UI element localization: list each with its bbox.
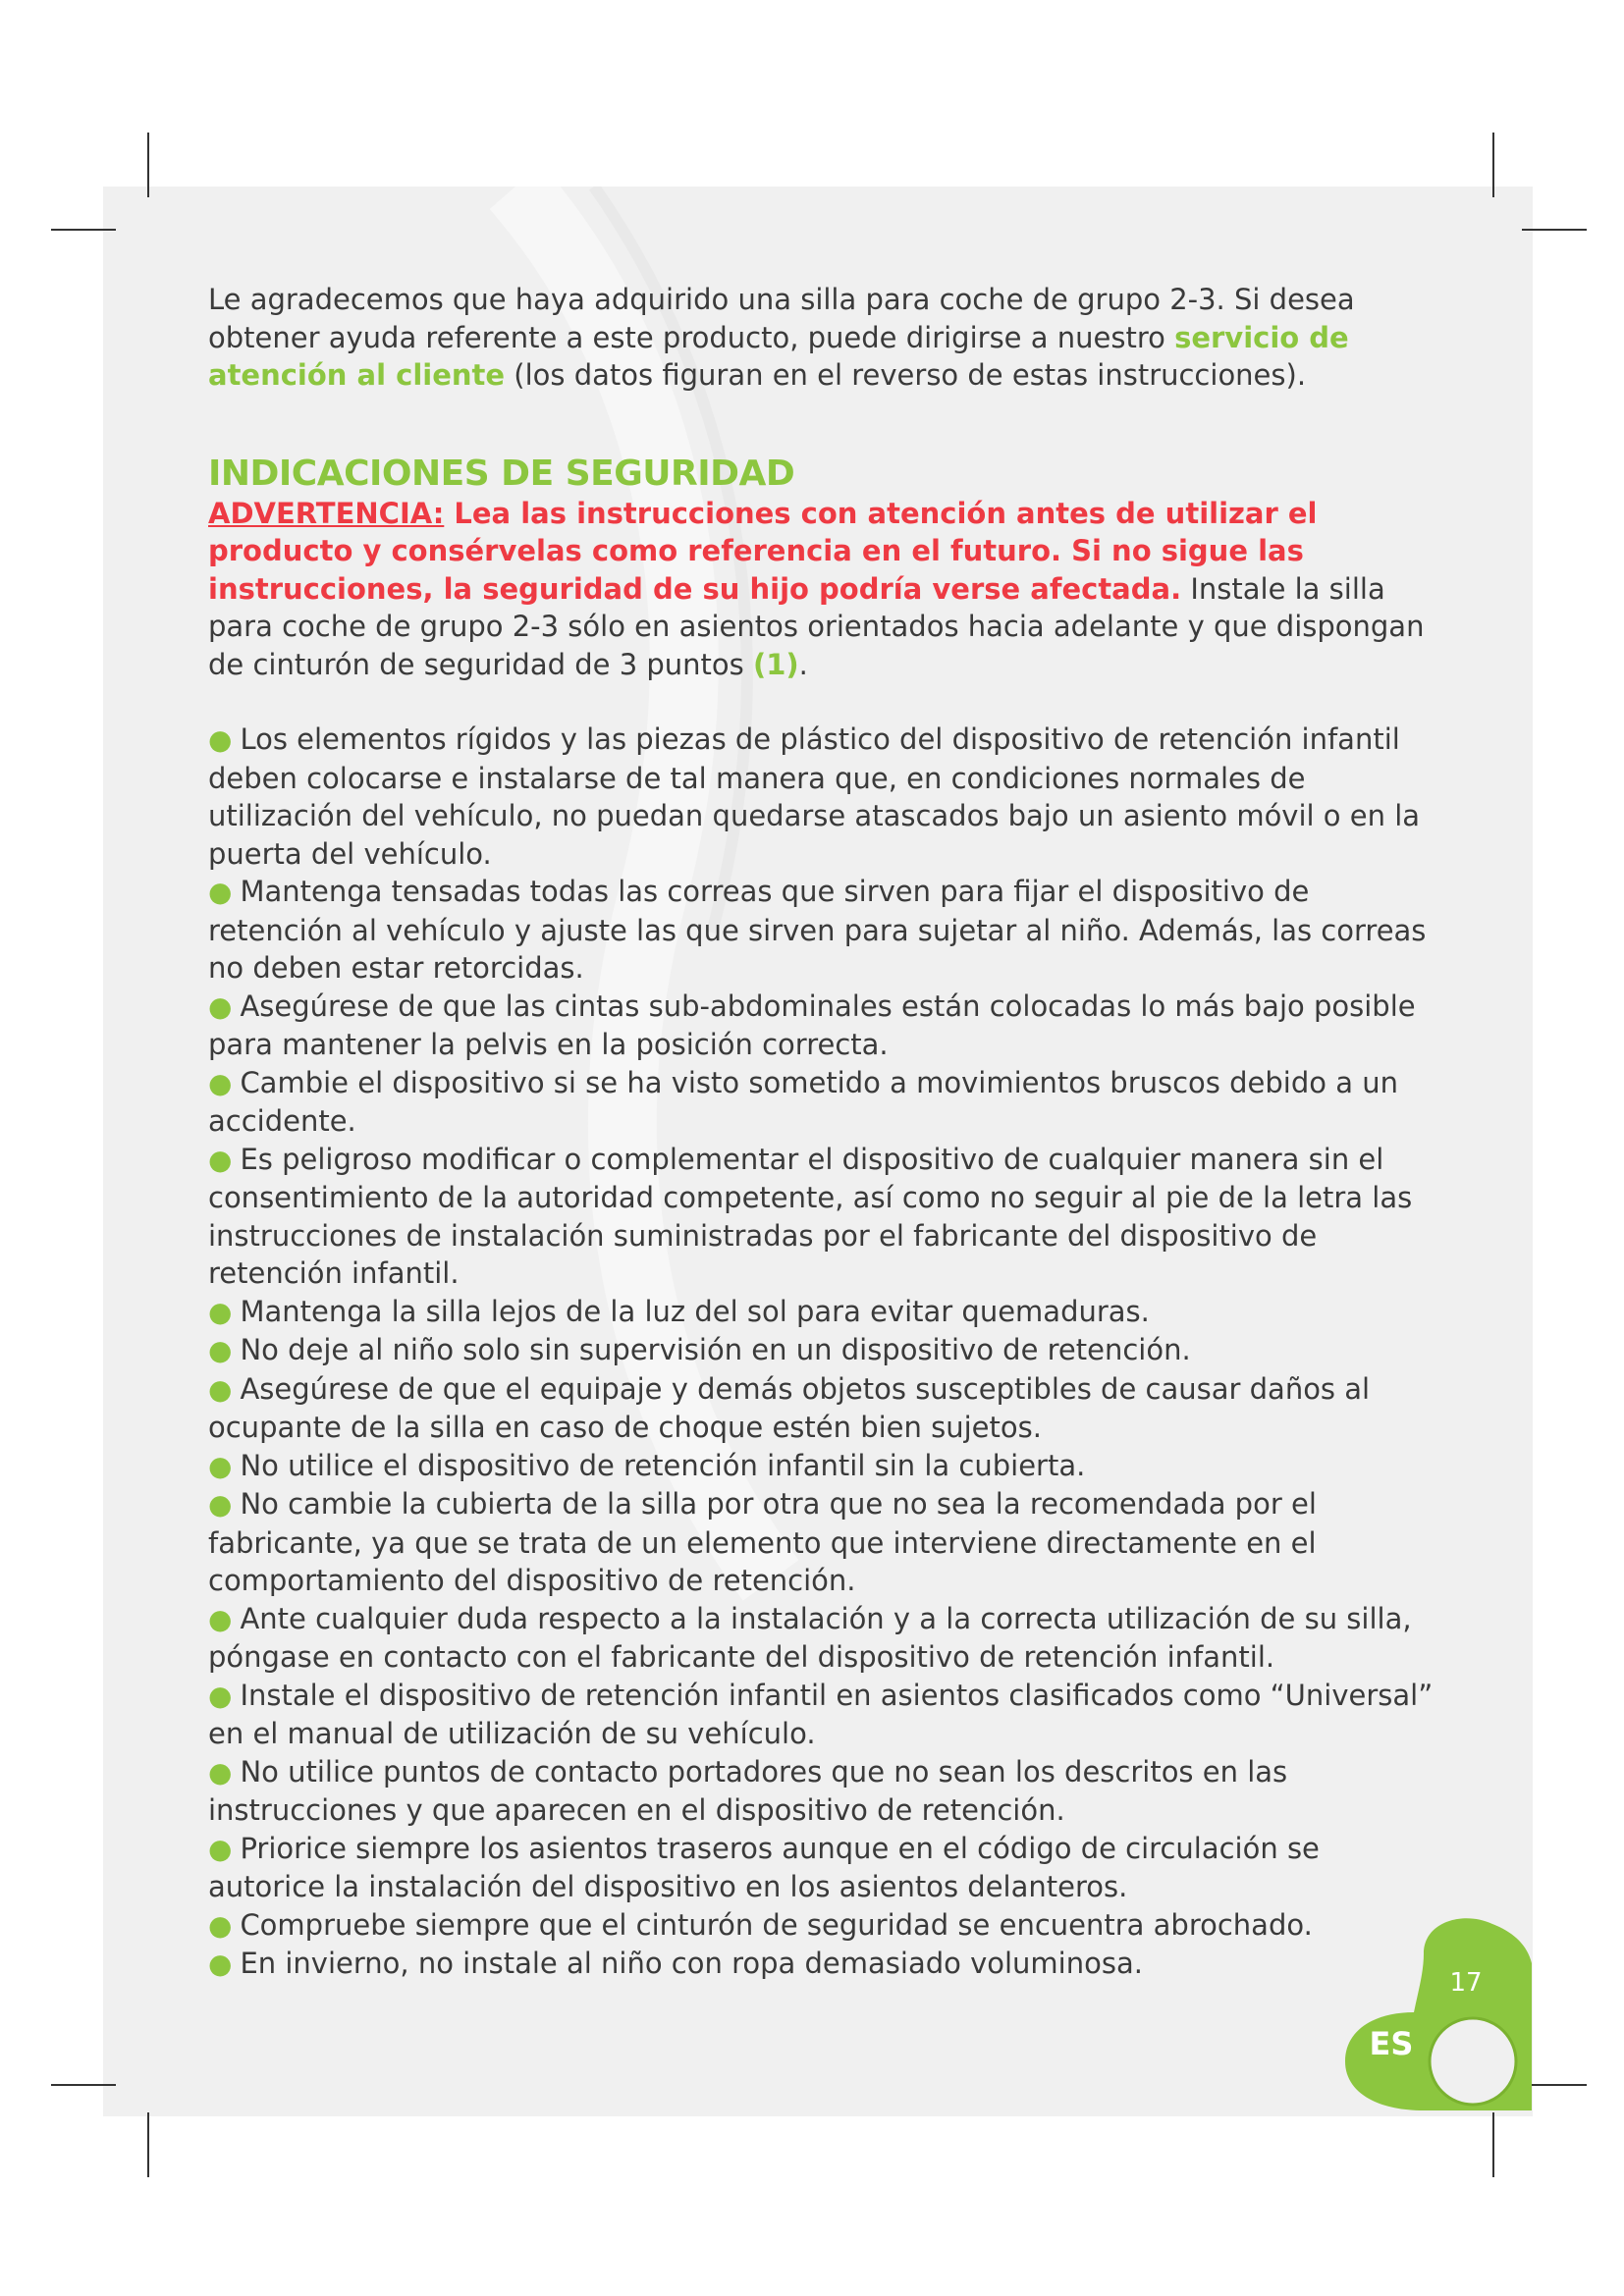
list-item: ● Los elementos rígidos y las piezas de plástico del dispositivo de retención infantil deben colocarse e instalarse de tal manera que, en condiciones normales de utilización del vehículo, no puedan quedarse atascados bajo un asiento móvil o en la puerta del vehículo. [208,722,1421,871]
list-item: ● No utilice el dispositivo de retención infantil sin la cubierta. [208,1448,1086,1482]
bullet-dot-icon: ● [208,1948,233,1980]
list-item: ● No deje al niño solo sin supervisión en un dispositivo de retención. [208,1333,1191,1366]
warning-text: Instale la silla para coche de grupo 2-3 sólo en asientos orientados hacia adelante y que dispongan de cinturón de seguridad de 3 puntos [208,571,1425,681]
list-item: ● Asegúrese de que las cintas sub-abdominales están colocadas lo más bajo posible para mantener la pelvis en la posición correcta. [208,988,1416,1061]
list-item: ● Cambie el dispositivo si se ha visto sometido a movimientos bruscos debido a un accidente. [208,1065,1398,1138]
customer-service-highlight: servicio de atención al cliente [208,320,1349,392]
bullet-dot-icon: ● [208,723,233,756]
crop-mark-top-right-v [1492,133,1494,197]
warning-bold-text: Lea las instrucciones con atención antes de utilizar el producto y consérvelas como referencia en el futuro. Si no sigue las instrucciones, la seguridad de su hijo podría verse afectada. [208,496,1318,606]
bullet-dot-icon: ● [208,989,233,1023]
crop-mark-top-left-v [147,133,149,197]
crop-mark-bottom-left-h [51,2084,116,2086]
warning-end: . [798,647,808,681]
bullet-dot-icon: ● [208,1066,233,1099]
list-item: ● Mantenga tensadas todas las correas que sirven para fijar el dispositivo de retención al vehículo y ajuste las que sirven para sujetar al niño. Además, las correas no deben estar retorcidas. [208,875,1427,985]
section-heading: INDICACIONES DE SEGURIDAD [208,453,795,494]
bullet-dot-icon: ● [208,1908,233,1942]
list-item: ● Mantenga la silla lejos de la luz del sol para evitar quemaduras. [208,1294,1150,1328]
intro-paragraph [208,281,1435,395]
intro-text-end: (los datos figuran en el reverso de estas instrucciones). [505,358,1307,392]
list-item: ● En invierno, no instale al niño con ropa demasiado voluminosa. [208,1947,1143,1980]
figure-reference: (1) [752,647,799,681]
list-item: ● Compruebe siempre que el cinturón de seguridad se encuentra abrochado. [208,1907,1313,1942]
bullet-dot-icon: ● [208,1143,233,1176]
list-item: ● Ante cualquier duda respecto a la instalación y a la correcta utilización de su silla, póngase en contacto con el fabricante del dispositivo de retención infantil. [208,1601,1412,1674]
bullet-dot-icon: ● [208,1372,233,1406]
bullet-dot-icon: ● [208,1602,233,1635]
crop-mark-top-right-h [1522,229,1587,231]
bullet-dot-icon: ● [208,1334,233,1366]
list-item: ● No cambie la cubierta de la silla por otra que no sea la recomendada por el fabricante, ya que se trata de un elemento que interviene directamente en el comportamiento del dispositivo de retención. [208,1487,1317,1597]
list-item: ● Asegúrese de que el equipaje y demás objetos susceptibles de causar daños al ocupante de la silla en caso de choque estén bien sujetos. [208,1371,1371,1444]
safety-bullet-list [208,721,1435,1984]
bullet-dot-icon: ● [208,1449,233,1482]
crop-mark-bottom-left-v [147,2112,149,2177]
bullet-dot-icon: ● [208,876,233,908]
crop-mark-top-left-h [51,229,116,231]
list-item: ● Instale el dispositivo de retención infantil en asientos clasificados como “Universal” en el manual de utilización de su vehículo. [208,1678,1434,1750]
warning-paragraph [208,495,1435,684]
page-tab-shape [1316,1914,1532,2110]
document-body [208,281,1435,1984]
bullet-dot-icon: ● [208,1295,233,1328]
list-item: ● Priorice siempre los asientos traseros aunque en el código de circulación se autorice la instalación del dispositivo en los asientos delanteros. [208,1831,1320,1903]
bullet-dot-icon: ● [208,1832,233,1865]
list-item: ● Es peligroso modificar o complementar el dispositivo de cualquier manera sin el consentimiento de la autoridad competente, así como no seguir al pie de la letra las instrucciones de instalación suministradas por el fabricante del dispositivo de retención infantil. [208,1142,1413,1290]
language-label: ES [1369,2025,1414,2062]
warning-label: ADVERTENCIA: [208,496,445,530]
intro-text: Le agradecemos que haya adquirido una silla para coche de grupo 2-3. Si desea obtener ayuda referente a este producto, puede dirigirse a nuestro [208,283,1355,354]
list-item: ● No utilice puntos de contacto portadores que no sean los descritos en las instrucciones y que aparecen en el dispositivo de retención. [208,1754,1288,1827]
crop-mark-bottom-right-v [1492,2112,1494,2177]
bullet-dot-icon: ● [208,1488,233,1521]
bullet-dot-icon: ● [208,1755,233,1789]
bullet-dot-icon: ● [208,1679,233,1712]
page-number: 17 [1449,1968,1483,1998]
